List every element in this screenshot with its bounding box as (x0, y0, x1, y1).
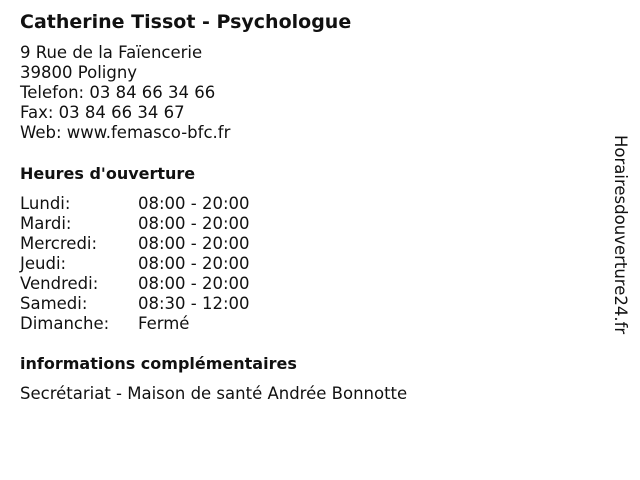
page-title: Catherine Tissot - Psychologue (20, 11, 352, 33)
time-value: 08:30 - 12:00 (138, 294, 250, 313)
address-street: 9 Rue de la Faïencerie (20, 43, 203, 62)
day-label: Samedi: (20, 294, 88, 313)
fax-number: Fax: 03 84 66 34 67 (20, 103, 185, 122)
opening-hours-table (20, 194, 250, 334)
side-watermark (608, 135, 632, 347)
address-city: 39800 Poligny (20, 63, 138, 82)
time-value: Fermé (138, 314, 190, 333)
day-label: Mercredi: (20, 234, 98, 253)
day-label: Jeudi: (20, 254, 67, 273)
hours-row-wednesday (20, 234, 250, 254)
day-label: Lundi: (20, 194, 71, 213)
time-value: 08:00 - 20:00 (138, 194, 250, 213)
additional-info-heading: informations complémentaires (20, 354, 297, 373)
hours-row-monday (20, 194, 250, 214)
hours-row-tuesday (20, 214, 250, 234)
time-value: 08:00 - 20:00 (138, 234, 250, 253)
additional-info-text: Secrétariat - Maison de santé Andrée Bonnotte (20, 384, 408, 403)
day-label: Mardi: (20, 214, 72, 233)
time-value: 08:00 - 20:00 (138, 214, 250, 233)
time-value: 08:00 - 20:00 (138, 254, 250, 273)
website-link[interactable]: Web: www.femasco-bfc.fr (20, 123, 231, 142)
day-label: Vendredi: (20, 274, 99, 293)
hours-row-thursday (20, 254, 250, 274)
time-value: 08:00 - 20:00 (138, 274, 250, 293)
opening-hours-heading: Heures d'ouverture (20, 164, 196, 183)
day-label: Dimanche: (20, 314, 110, 333)
contact-block (20, 43, 230, 143)
site-brand-label: Horairesdouverture24.fr (611, 135, 630, 335)
hours-row-sunday (20, 314, 250, 334)
phone-number: Telefon: 03 84 66 34 66 (20, 83, 216, 102)
hours-row-saturday (20, 294, 250, 314)
hours-row-friday (20, 274, 250, 294)
